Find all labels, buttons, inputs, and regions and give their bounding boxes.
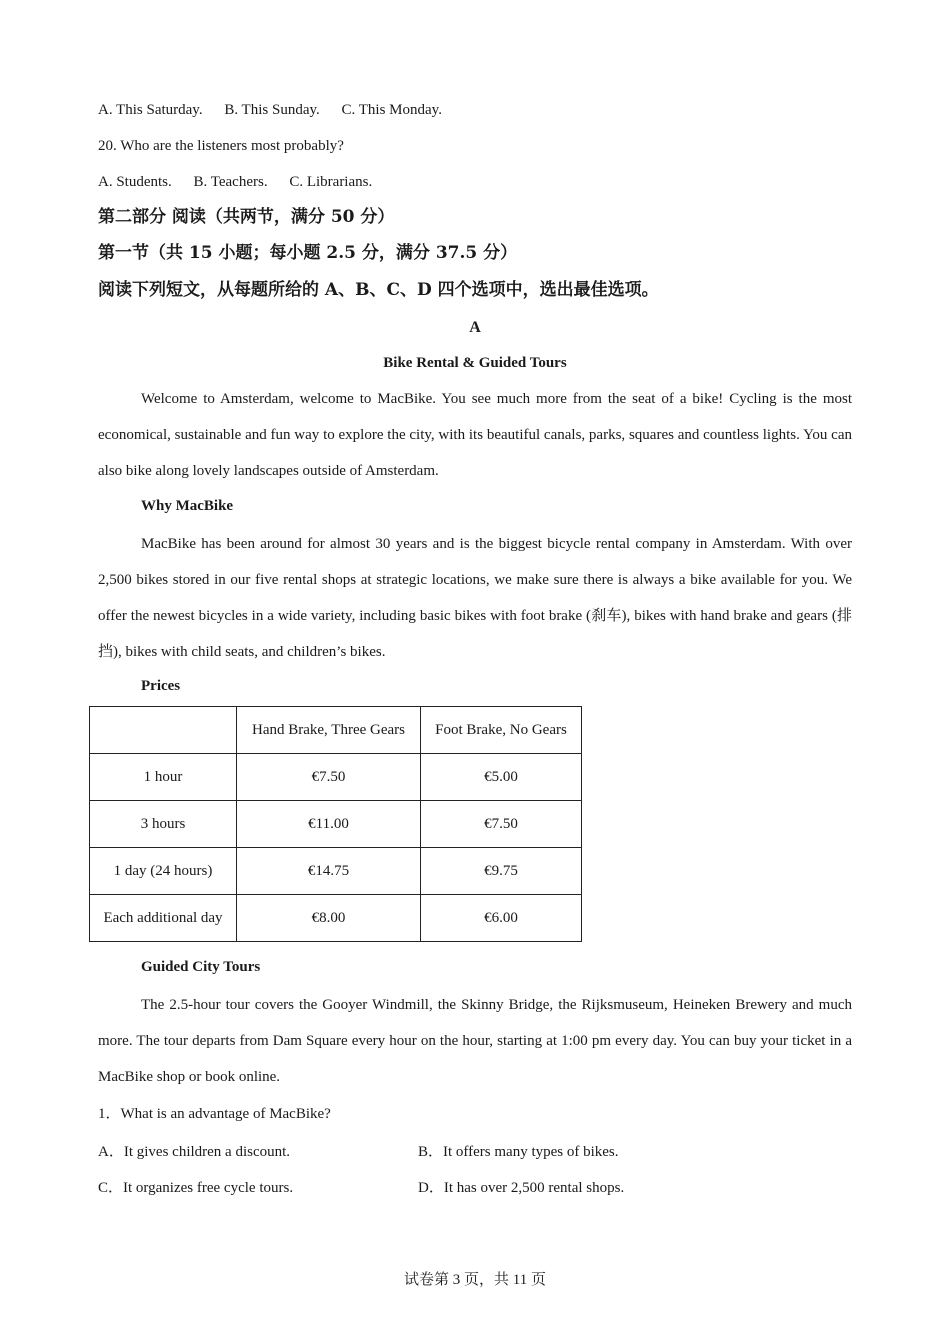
table-cell: 3 hours <box>90 801 237 848</box>
table-cell: 1 day (24 hours) <box>90 848 237 895</box>
why-macbike-heading: Why MacBike <box>141 498 234 514</box>
tours-paragraph <box>98 987 852 1095</box>
tours-text: The 2.5-hour tour covers the Gooyer Windmill, the Skinny Bridge, the Rijksmuseum, Heineken Brewery and much more. The tour departs from Dam Square every hour on the hour, starting at 1:00 pm every day. You can buy your ticket in a MacBike shop or book online. <box>98 997 852 1085</box>
table-header-row <box>90 707 582 754</box>
table-cell: €9.75 <box>421 848 582 895</box>
passage-letter: A <box>469 319 481 336</box>
section-instruction: 阅读下列短文，从每题所给的 A、B、C、D 四个选项中，选出最佳选项。 <box>98 280 659 300</box>
prices-table <box>89 706 582 942</box>
table-row <box>90 754 582 801</box>
table-cell: €8.00 <box>237 895 421 942</box>
table-row <box>90 848 582 895</box>
table-header-cell: Foot Brake, No Gears <box>421 707 582 754</box>
table-row <box>90 801 582 848</box>
part-title: 第二部分 阅读（共两节，满分 50 分） <box>98 207 395 227</box>
table-header-cell <box>90 707 237 754</box>
q1-option-d: D．It has over 2,500 rental shops. <box>418 1180 625 1196</box>
q19-options <box>98 100 460 120</box>
why-macbike-text: MacBike has been around for almost 30 years and is the biggest bicycle rental company in Amsterdam. With over 2,500 bikes stored in our five rental shops at strategic locations, we make sure there is always a bike available for you. We offer the newest bicycles in a wide variety, including basic bikes with foot brake (刹车), bikes with hand brake and gears (排挡), bikes with child seats, and children’s bikes. <box>98 536 852 660</box>
passage-title: Bike Rental & Guided Tours <box>383 355 567 371</box>
q20-options <box>98 172 390 192</box>
table-cell: €14.75 <box>237 848 421 895</box>
table-cell: €6.00 <box>421 895 582 942</box>
table-cell: €5.00 <box>421 754 582 801</box>
q20-question: 20. Who are the listeners most probably? <box>98 138 344 154</box>
tours-heading: Guided City Tours <box>141 959 261 975</box>
table-cell: Each additional day <box>90 895 237 942</box>
q19-option-a: A. This Saturday. <box>98 102 203 118</box>
table-cell: €7.50 <box>237 754 421 801</box>
table-header-cell: Hand Brake, Three Gears <box>237 707 421 754</box>
q20-option-c: C. Librarians. <box>289 174 373 190</box>
passage-intro <box>98 381 852 489</box>
q19-option-c: C. This Monday. <box>341 102 442 118</box>
q20-option-a: A. Students. <box>98 174 172 190</box>
table-cell: €7.50 <box>421 801 582 848</box>
table-row <box>90 895 582 942</box>
q1-option-a: A．It gives children a discount. <box>98 1144 291 1160</box>
table-cell: €11.00 <box>237 801 421 848</box>
page-footer: 试卷第 3 页，共 11 页 <box>404 1272 546 1288</box>
prices-heading: Prices <box>141 678 181 694</box>
why-macbike-paragraph <box>98 526 852 670</box>
section-subtitle: 第一节（共 15 小题；每小题 2.5 分，满分 37.5 分） <box>98 243 518 263</box>
table-cell: 1 hour <box>90 754 237 801</box>
question-1: 1．What is an advantage of MacBike? <box>98 1106 331 1122</box>
q1-option-c: C．It organizes free cycle tours. <box>98 1180 294 1196</box>
q1-option-b: B．It offers many types of bikes. <box>418 1144 619 1160</box>
q20-option-b: B. Teachers. <box>193 174 268 190</box>
q19-option-b: B. This Sunday. <box>224 102 320 118</box>
passage-intro-text: Welcome to Amsterdam, welcome to MacBike. You see much more from the seat of a bike! Cycling is the most economical, sustainable and fun way to explore the city, with its beautiful canals, parks, squares and countless lights. You can also bike along lovely landscapes outside of Amsterdam. <box>98 391 852 479</box>
